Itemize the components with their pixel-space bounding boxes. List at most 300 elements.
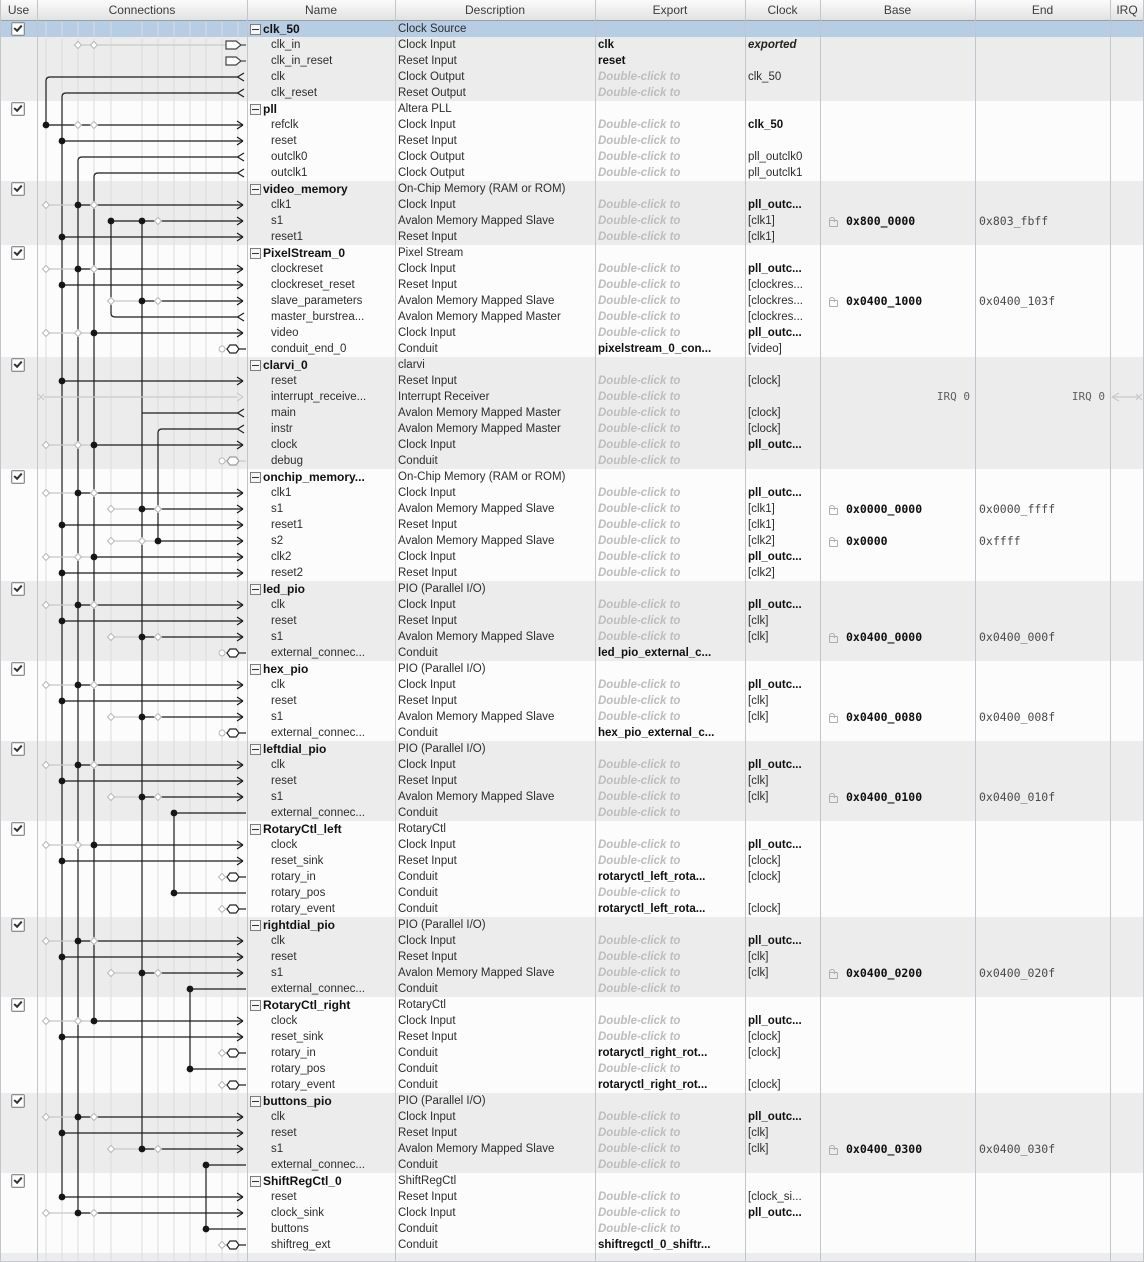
export-cell[interactable]: Double-click to	[598, 535, 681, 547]
name-cell[interactable]: rotary_event	[271, 903, 335, 915]
port-row-reset-sink[interactable]	[0, 1029, 1144, 1045]
port-row-interrupt-receive-[interactable]	[0, 389, 1144, 405]
clock-cell[interactable]: clk_50	[748, 71, 782, 83]
name-cell[interactable]: s1	[271, 711, 284, 723]
clock-cell[interactable]: pll_outc...	[748, 551, 802, 563]
export-cell[interactable]: Double-click to	[598, 935, 681, 947]
module-row-rightdial-pio[interactable]	[0, 917, 1144, 933]
clock-cell[interactable]: [clk]	[748, 951, 769, 963]
use-checkbox[interactable]	[11, 918, 25, 932]
name-cell[interactable]: clk1	[271, 487, 292, 499]
base-cell[interactable]: 0x0000	[846, 534, 888, 548]
export-cell[interactable]: led_pio_external_c...	[598, 647, 712, 659]
port-row-clk[interactable]	[0, 1109, 1144, 1125]
name-cell[interactable]: reset	[271, 1127, 297, 1139]
lock-icon[interactable]	[829, 540, 838, 547]
export-cell[interactable]: Double-click to	[598, 151, 681, 163]
export-cell[interactable]: Double-click to	[598, 199, 681, 211]
name-cell[interactable]: RotaryCtl_left	[247, 821, 409, 837]
export-cell[interactable]: Double-click to	[598, 967, 681, 979]
clock-cell[interactable]: [clock]	[748, 855, 781, 867]
name-cell[interactable]: rotary_event	[271, 1079, 335, 1091]
collapse-icon[interactable]	[250, 360, 261, 371]
clock-cell[interactable]: [clock]	[748, 1079, 781, 1091]
port-row-rotary-in[interactable]	[0, 869, 1144, 885]
port-row-s1[interactable]	[0, 629, 1144, 645]
name-cell[interactable]: clk1	[271, 199, 292, 211]
export-cell[interactable]: Double-click to	[598, 167, 681, 179]
export-cell[interactable]: shiftregctl_0_shiftr...	[598, 1239, 711, 1251]
clock-cell[interactable]: pll_outc...	[748, 839, 802, 851]
port-row-reset2[interactable]	[0, 565, 1144, 581]
name-cell[interactable]: reset	[271, 135, 297, 147]
export-cell[interactable]: reset	[598, 55, 626, 67]
name-cell[interactable]: clock	[271, 839, 298, 851]
collapse-icon[interactable]	[250, 104, 261, 115]
name-cell[interactable]: reset1	[271, 231, 303, 243]
name-cell[interactable]: clk2	[271, 551, 292, 563]
module-row-buttons-pio[interactable]	[0, 1093, 1144, 1109]
name-cell[interactable]: reset	[271, 615, 297, 627]
clock-cell[interactable]: pll_outc...	[748, 199, 802, 211]
name-cell[interactable]: reset	[271, 695, 297, 707]
export-cell[interactable]: Double-click to	[598, 775, 681, 787]
port-row-s1[interactable]	[0, 501, 1144, 517]
port-row-reset[interactable]	[0, 613, 1144, 629]
export-cell[interactable]: Double-click to	[598, 423, 681, 435]
port-row-refclk[interactable]	[0, 117, 1144, 133]
port-row-outclk0[interactable]	[0, 149, 1144, 165]
module-row-pll[interactable]	[0, 101, 1144, 117]
name-cell[interactable]: clk_50	[247, 21, 409, 37]
port-row-clk[interactable]	[0, 933, 1144, 949]
name-cell[interactable]: reset_sink	[271, 1031, 324, 1043]
module-row-shiftregctl-0[interactable]	[0, 1173, 1144, 1189]
clock-cell[interactable]: [clock]	[748, 1047, 781, 1059]
port-row-reset[interactable]	[0, 693, 1144, 709]
name-cell[interactable]: pll	[247, 101, 409, 117]
name-cell[interactable]: s1	[271, 215, 284, 227]
name-cell[interactable]: conduit_end_0	[271, 343, 347, 355]
name-cell[interactable]: led_pio	[247, 581, 409, 597]
export-cell[interactable]: Double-click to	[598, 439, 681, 451]
export-cell[interactable]: Double-click to	[598, 695, 681, 707]
port-row-reset1[interactable]	[0, 517, 1144, 533]
name-cell[interactable]: clock_sink	[271, 1207, 325, 1219]
port-row-clk-reset[interactable]	[0, 85, 1144, 101]
port-row-external-connec-[interactable]	[0, 805, 1144, 821]
export-cell[interactable]: clk	[598, 39, 614, 51]
port-row-clockreset[interactable]	[0, 261, 1144, 277]
use-checkbox[interactable]	[11, 182, 25, 196]
export-cell[interactable]: Double-click to	[598, 679, 681, 691]
export-cell[interactable]: Double-click to	[598, 455, 681, 467]
clock-cell[interactable]: [clock]	[748, 423, 781, 435]
export-cell[interactable]: Double-click to	[598, 807, 681, 819]
port-row-rotary-pos[interactable]	[0, 1061, 1144, 1077]
port-row-reset1[interactable]	[0, 229, 1144, 245]
name-cell[interactable]: interrupt_receive...	[271, 391, 367, 403]
port-row-s2[interactable]	[0, 533, 1144, 549]
name-cell[interactable]: clock	[271, 1015, 298, 1027]
port-row-debug[interactable]	[0, 453, 1144, 469]
port-row-reset[interactable]	[0, 373, 1144, 389]
name-cell[interactable]: external_connec...	[271, 807, 365, 819]
export-cell[interactable]: Double-click to	[598, 1015, 681, 1027]
clock-cell[interactable]: [clk]	[748, 791, 769, 803]
clock-cell[interactable]: pll_outclk1	[748, 167, 803, 179]
name-cell[interactable]: external_connec...	[271, 647, 365, 659]
clock-cell[interactable]: pll_outc...	[748, 327, 802, 339]
export-cell[interactable]: Double-click to	[598, 1063, 681, 1075]
clock-cell[interactable]: [clockres...	[748, 279, 803, 291]
name-cell[interactable]: clk_reset	[271, 87, 318, 99]
clock-cell[interactable]: pll_outc...	[748, 487, 802, 499]
port-row-rotary-pos[interactable]	[0, 885, 1144, 901]
clock-cell[interactable]: [clk]	[748, 775, 769, 787]
clock-cell[interactable]: [clk]	[748, 615, 769, 627]
port-row-external-connec-[interactable]	[0, 981, 1144, 997]
name-cell[interactable]: master_burstrea...	[271, 311, 365, 323]
collapse-icon[interactable]	[250, 1000, 261, 1011]
export-cell[interactable]: Double-click to	[598, 1127, 681, 1139]
collapse-icon[interactable]	[250, 920, 261, 931]
use-checkbox[interactable]	[11, 1094, 25, 1108]
use-checkbox[interactable]	[11, 22, 25, 36]
base-cell[interactable]: 0x0400_0300	[846, 1142, 923, 1156]
export-cell[interactable]: Double-click to	[598, 231, 681, 243]
export-cell[interactable]: Double-click to	[598, 615, 681, 627]
use-checkbox[interactable]	[11, 998, 25, 1012]
port-row-s1[interactable]	[0, 213, 1144, 229]
base-cell[interactable]: 0x0000_0000	[846, 502, 923, 516]
module-row-clk-50[interactable]	[0, 21, 1144, 37]
base-cell[interactable]: 0x0400_0100	[846, 790, 923, 804]
base-cell[interactable]: 0x0400_0200	[846, 966, 923, 980]
collapse-icon[interactable]	[250, 584, 261, 595]
port-row-conduit-end-0[interactable]	[0, 341, 1144, 357]
export-cell[interactable]: Double-click to	[598, 983, 681, 995]
clock-cell[interactable]: [clk2]	[748, 567, 775, 579]
export-cell[interactable]: Double-click to	[598, 599, 681, 611]
export-cell[interactable]: Double-click to	[598, 119, 681, 131]
clock-cell[interactable]: [clk]	[748, 695, 769, 707]
name-cell[interactable]: leftdial_pio	[247, 741, 409, 757]
port-row-video[interactable]	[0, 325, 1144, 341]
name-cell[interactable]: rotary_pos	[271, 1063, 326, 1075]
name-cell[interactable]: outclk1	[271, 167, 308, 179]
export-cell[interactable]: Double-click to	[598, 1207, 681, 1219]
use-checkbox[interactable]	[11, 1174, 25, 1188]
export-cell[interactable]: rotaryctl_right_rot...	[598, 1047, 708, 1059]
port-row-outclk1[interactable]	[0, 165, 1144, 181]
name-cell[interactable]: PixelStream_0	[247, 245, 409, 261]
export-cell[interactable]: Double-click to	[598, 711, 681, 723]
clock-cell[interactable]: [clk]	[748, 1127, 769, 1139]
port-row-external-connec-[interactable]	[0, 725, 1144, 741]
port-row-clk[interactable]	[0, 677, 1144, 693]
name-cell[interactable]: outclk0	[271, 151, 308, 163]
name-cell[interactable]: clock	[271, 439, 298, 451]
name-cell[interactable]: clk	[271, 1111, 286, 1123]
name-cell[interactable]: s1	[271, 631, 284, 643]
export-cell[interactable]: Double-click to	[598, 311, 681, 323]
name-cell[interactable]: refclk	[271, 119, 299, 131]
clock-cell[interactable]: [clockres...	[748, 311, 803, 323]
export-cell[interactable]: Double-click to	[598, 519, 681, 531]
name-cell[interactable]: reset	[271, 1191, 297, 1203]
port-row-clk1[interactable]	[0, 485, 1144, 501]
clock-cell[interactable]: [clk]	[748, 1143, 769, 1155]
port-row-main[interactable]	[0, 405, 1144, 421]
name-cell[interactable]: external_connec...	[271, 1159, 365, 1171]
clock-cell[interactable]: [video]	[748, 343, 782, 355]
clock-cell[interactable]: [clk]	[748, 711, 769, 723]
port-row-reset[interactable]	[0, 773, 1144, 789]
clock-cell[interactable]: exported	[748, 39, 797, 51]
port-row-clk[interactable]	[0, 597, 1144, 613]
name-cell[interactable]: clockreset_reset	[271, 279, 355, 291]
export-cell[interactable]: Double-click to	[598, 87, 681, 99]
base-cell[interactable]: 0x800_0000	[846, 214, 916, 228]
export-cell[interactable]: Double-click to	[598, 295, 681, 307]
module-row-rotaryctl-right[interactable]	[0, 997, 1144, 1013]
clock-cell[interactable]: pll_outclk0	[748, 151, 803, 163]
module-row-pixelstream-0[interactable]	[0, 245, 1144, 261]
name-cell[interactable]: buttons	[271, 1223, 309, 1235]
clock-cell[interactable]: [clock]	[748, 1031, 781, 1043]
name-cell[interactable]: clk	[271, 759, 286, 771]
clock-cell[interactable]: [clock]	[748, 375, 781, 387]
name-cell[interactable]: rotary_in	[271, 871, 316, 883]
clock-cell[interactable]: clk_50	[748, 119, 784, 131]
name-cell[interactable]: reset1	[271, 519, 303, 531]
lock-icon[interactable]	[829, 796, 838, 803]
port-row-external-connec-[interactable]	[0, 645, 1144, 661]
export-cell[interactable]: Double-click to	[598, 135, 681, 147]
name-cell[interactable]: s1	[271, 1143, 284, 1155]
port-row-clock[interactable]	[0, 1013, 1144, 1029]
collapse-icon[interactable]	[250, 184, 261, 195]
port-row-rotary-event[interactable]	[0, 901, 1144, 917]
port-row-shiftreg-ext[interactable]	[0, 1237, 1144, 1253]
name-cell[interactable]: clk	[271, 679, 286, 691]
port-row-clk[interactable]	[0, 69, 1144, 85]
clock-cell[interactable]: pll_outc...	[748, 759, 802, 771]
name-cell[interactable]: clk_in_reset	[271, 55, 333, 67]
port-row-clock-sink[interactable]	[0, 1205, 1144, 1221]
port-row-clock[interactable]	[0, 437, 1144, 453]
name-cell[interactable]: rightdial_pio	[247, 917, 409, 933]
export-cell[interactable]: rotaryctl_left_rota...	[598, 871, 706, 883]
port-row-instr[interactable]	[0, 421, 1144, 437]
clock-cell[interactable]: [clk2]	[748, 535, 775, 547]
port-row-reset[interactable]	[0, 949, 1144, 965]
port-row-clock[interactable]	[0, 837, 1144, 853]
port-row-master-burstrea-[interactable]	[0, 309, 1144, 325]
clock-cell[interactable]: pll_outc...	[748, 599, 802, 611]
collapse-icon[interactable]	[250, 664, 261, 675]
export-cell[interactable]: Double-click to	[598, 759, 681, 771]
clock-cell[interactable]: pll_outc...	[748, 263, 802, 275]
export-cell[interactable]: Double-click to	[598, 1143, 681, 1155]
name-cell[interactable]: instr	[271, 423, 293, 435]
port-row-s1[interactable]	[0, 709, 1144, 725]
clock-cell[interactable]: [clk]	[748, 631, 769, 643]
port-row-s1[interactable]	[0, 965, 1144, 981]
name-cell[interactable]: rotary_in	[271, 1047, 316, 1059]
name-cell[interactable]: reset_sink	[271, 855, 324, 867]
export-cell[interactable]: Double-click to	[598, 567, 681, 579]
export-cell[interactable]: Double-click to	[598, 839, 681, 851]
name-cell[interactable]: main	[271, 407, 296, 419]
export-cell[interactable]: Double-click to	[598, 1223, 681, 1235]
module-row-hex-pio[interactable]	[0, 661, 1144, 677]
use-checkbox[interactable]	[11, 470, 25, 484]
module-row-clarvi-0[interactable]	[0, 357, 1144, 373]
export-cell[interactable]: Double-click to	[598, 407, 681, 419]
clock-cell[interactable]: [clk1]	[748, 519, 775, 531]
lock-icon[interactable]	[829, 220, 838, 227]
port-row-buttons[interactable]	[0, 1221, 1144, 1237]
export-cell[interactable]: Double-click to	[598, 327, 681, 339]
name-cell[interactable]: buttons_pio	[247, 1093, 409, 1109]
clock-cell[interactable]: pll_outc...	[748, 1207, 802, 1219]
lock-icon[interactable]	[829, 1148, 838, 1155]
lock-icon[interactable]	[829, 716, 838, 723]
clock-cell[interactable]: [clock]	[748, 407, 781, 419]
port-row-rotary-in[interactable]	[0, 1045, 1144, 1061]
lock-icon[interactable]	[829, 508, 838, 515]
export-cell[interactable]: Double-click to	[598, 71, 681, 83]
port-row-reset[interactable]	[0, 1125, 1144, 1141]
clock-cell[interactable]: pll_outc...	[748, 679, 802, 691]
name-cell[interactable]: RotaryCtl_right	[247, 997, 409, 1013]
port-row-clk1[interactable]	[0, 197, 1144, 213]
use-checkbox[interactable]	[11, 102, 25, 116]
port-row-reset[interactable]	[0, 1189, 1144, 1205]
base-cell[interactable]: 0x0400_0000	[846, 630, 923, 644]
port-row-reset[interactable]	[0, 133, 1144, 149]
clock-cell[interactable]: [clk1]	[748, 231, 775, 243]
clock-cell[interactable]: [clock]	[748, 871, 781, 883]
name-cell[interactable]: reset2	[271, 567, 303, 579]
module-row-led-pio[interactable]	[0, 581, 1144, 597]
export-cell[interactable]: Double-click to	[598, 551, 681, 563]
module-row-rotaryctl-left[interactable]	[0, 821, 1144, 837]
name-cell[interactable]: reset	[271, 775, 297, 787]
name-cell[interactable]: s1	[271, 791, 284, 803]
name-cell[interactable]: video_memory	[247, 181, 409, 197]
module-row-video-memory[interactable]	[0, 181, 1144, 197]
name-cell[interactable]: onchip_memory...	[247, 469, 409, 485]
port-row-s1[interactable]	[0, 789, 1144, 805]
name-cell[interactable]: ShiftRegCtl_0	[247, 1173, 409, 1189]
port-row-clk2[interactable]	[0, 549, 1144, 565]
collapse-icon[interactable]	[250, 1176, 261, 1187]
export-cell[interactable]: Double-click to	[598, 1031, 681, 1043]
use-checkbox[interactable]	[11, 246, 25, 260]
clock-cell[interactable]: pll_outc...	[748, 1015, 802, 1027]
clock-cell[interactable]: [clock]	[748, 903, 781, 915]
module-row-leftdial-pio[interactable]	[0, 741, 1144, 757]
port-row-reset-sink[interactable]	[0, 853, 1144, 869]
port-row-clk-in-reset[interactable]	[0, 53, 1144, 69]
clock-cell[interactable]: [clock_si...	[748, 1191, 802, 1203]
export-cell[interactable]: Double-click to	[598, 791, 681, 803]
clock-cell[interactable]: [clk]	[748, 967, 769, 979]
name-cell[interactable]: s1	[271, 503, 284, 515]
name-cell[interactable]: clk	[271, 71, 286, 83]
name-cell[interactable]: s2	[271, 535, 284, 547]
name-cell[interactable]: external_connec...	[271, 727, 365, 739]
clock-cell[interactable]: pll_outc...	[748, 1111, 802, 1123]
export-cell[interactable]: Double-click to	[598, 631, 681, 643]
export-cell[interactable]: Double-click to	[598, 1159, 681, 1171]
name-cell[interactable]: video	[271, 327, 299, 339]
export-cell[interactable]: Double-click to	[598, 263, 681, 275]
port-row-clk[interactable]	[0, 757, 1144, 773]
name-cell[interactable]: reset	[271, 375, 297, 387]
name-cell[interactable]: shiftreg_ext	[271, 1239, 331, 1251]
export-cell[interactable]: Double-click to	[598, 503, 681, 515]
use-checkbox[interactable]	[11, 742, 25, 756]
name-cell[interactable]: clk	[271, 599, 286, 611]
export-cell[interactable]: Double-click to	[598, 951, 681, 963]
export-cell[interactable]: pixelstream_0_con...	[598, 343, 712, 355]
use-checkbox[interactable]	[11, 358, 25, 372]
lock-icon[interactable]	[829, 300, 838, 307]
export-cell[interactable]: Double-click to	[598, 391, 681, 403]
export-cell[interactable]: Double-click to	[598, 487, 681, 499]
export-cell[interactable]: Double-click to	[598, 1191, 681, 1203]
port-row-external-connec-[interactable]	[0, 1157, 1144, 1173]
export-cell[interactable]: hex_pio_external_c...	[598, 727, 715, 739]
base-cell[interactable]: 0x0400_0080	[846, 710, 923, 724]
collapse-icon[interactable]	[250, 248, 261, 259]
name-cell[interactable]: rotary_pos	[271, 887, 326, 899]
export-cell[interactable]: Double-click to	[598, 887, 681, 899]
name-cell[interactable]: clarvi_0	[247, 357, 409, 373]
name-cell[interactable]: s1	[271, 967, 284, 979]
use-checkbox[interactable]	[11, 822, 25, 836]
collapse-icon[interactable]	[250, 1096, 261, 1107]
name-cell[interactable]: clockreset	[271, 263, 323, 275]
port-row-clk-in[interactable]	[0, 37, 1144, 53]
port-row-s1[interactable]	[0, 1141, 1144, 1157]
lock-icon[interactable]	[829, 972, 838, 979]
name-cell[interactable]: debug	[271, 455, 303, 467]
clock-cell[interactable]: [clk1]	[748, 215, 775, 227]
export-cell[interactable]: Double-click to	[598, 215, 681, 227]
name-cell[interactable]: slave_parameters	[271, 295, 363, 307]
base-cell[interactable]: 0x0400_1000	[846, 294, 923, 308]
export-cell[interactable]: Double-click to	[598, 855, 681, 867]
clock-cell[interactable]: [clockres...	[748, 295, 803, 307]
export-cell[interactable]: rotaryctl_right_rot...	[598, 1079, 708, 1091]
port-row-clockreset-reset[interactable]	[0, 277, 1144, 293]
clock-cell[interactable]: pll_outc...	[748, 439, 802, 451]
collapse-icon[interactable]	[250, 472, 261, 483]
collapse-icon[interactable]	[250, 744, 261, 755]
port-row-rotary-event[interactable]	[0, 1077, 1144, 1093]
name-cell[interactable]: reset	[271, 951, 297, 963]
name-cell[interactable]: clk	[271, 935, 286, 947]
collapse-icon[interactable]	[250, 824, 261, 835]
lock-icon[interactable]	[829, 636, 838, 643]
name-cell[interactable]: clk_in	[271, 39, 301, 51]
collapse-icon[interactable]	[250, 24, 261, 35]
